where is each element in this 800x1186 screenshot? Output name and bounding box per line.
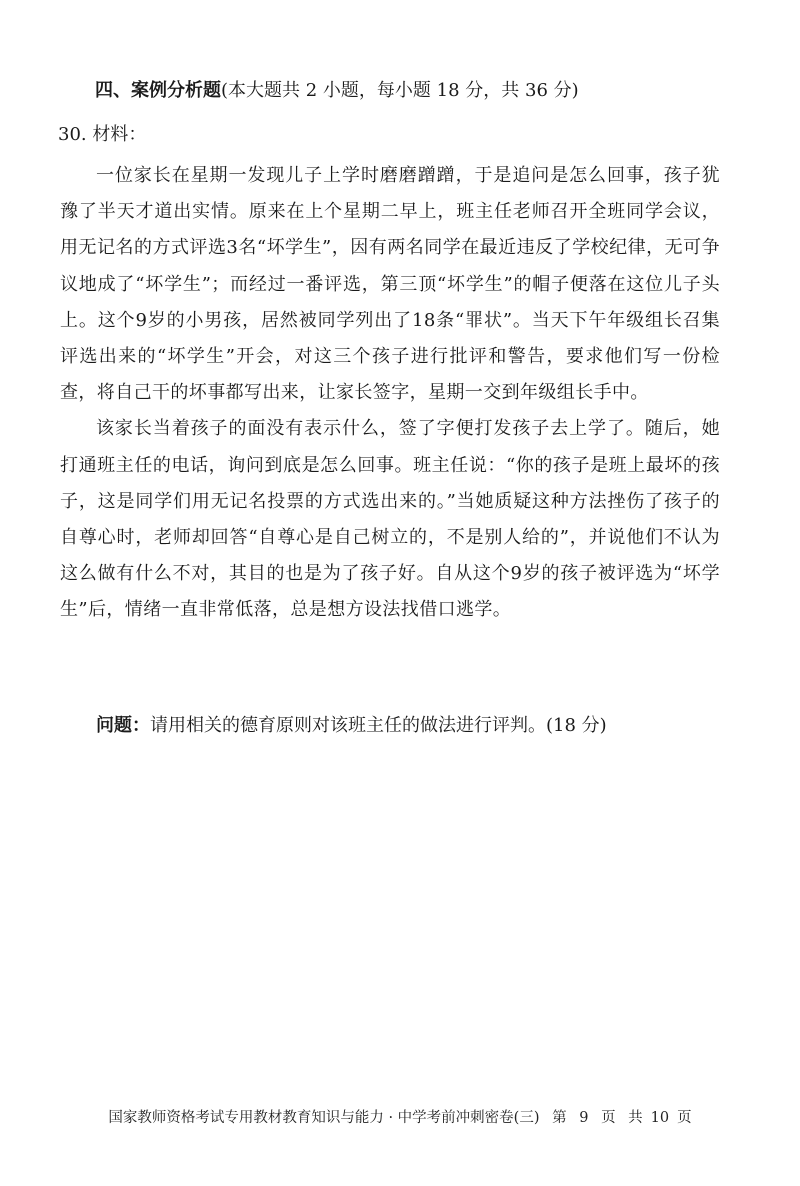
material-paragraph-2: 该家长当着孩子的面没有表示什么，签了字便打发孩子去上学了。随后，她打通班主任的电话，询问到底是怎么回事。班主任说：“你的孩子是班上最坏的孩子，这是同学们用无记名投票的方式选出来的。”当她质疑这种方法挫伤了孩子的自尊心时，老师却回答“自尊心是自己树立的，不是别人给的”，并说他们不认为这么做有什么不对，其目的也是为了孩子好。自从这个9岁的孩子被评选为“坏学生”后，情绪一直非常低落，总是想方设法找借口逃学。: [60, 418, 720, 621]
section-title: 四、案例分析题: [95, 80, 221, 101]
section-heading: [95, 78, 579, 104]
footer-total-prefix: 共: [628, 1110, 643, 1126]
section-note: (本大题共 2 小题，每小题 18 分，共 36 分): [221, 80, 579, 101]
footer-total-pages: 10: [650, 1110, 670, 1126]
footer-page-suffix: 页: [601, 1110, 616, 1126]
material-paragraph-1: 一位家长在星期一发现儿子上学时磨磨蹭蹭，于是追问是怎么回事，孩子犹豫了半天才道出实情。原来在上个星期二早上，班主任老师召开全班同学会议，用无记名的方式评选3名“坏学生”，因有两名同学在最近违反了学校纪律，无可争议地成了“坏学生”；而经过一番评选，第三顶“坏学生”的帽子便落在这位儿子头上。这个9岁的小男孩，居然被同学列出了18条“罪状”。当天下午年级组长召集评选出来的“坏学生”开会，对这三个孩子进行批评和警告，要求他们写一份检查，将自己干的坏事都写出来，让家长签字，星期一交到年级组长手中。: [60, 165, 720, 404]
question-prompt: [96, 713, 607, 739]
footer-page-prefix: 第: [552, 1110, 567, 1126]
case-material: [60, 158, 720, 629]
question-number: 30. 材料：: [58, 124, 147, 145]
question-label: 问题：: [96, 715, 150, 736]
question-text: 请用相关的德育原则对该班主任的做法进行评判。(18 分): [150, 715, 607, 736]
footer-total-suffix: 页: [677, 1110, 692, 1126]
footer-book-title: 国家教师资格考试专用教材教育知识与能力 · 中学考前冲刺密卷(三): [108, 1110, 540, 1126]
footer-page-number: 9: [579, 1110, 589, 1126]
page-footer: [0, 1108, 800, 1128]
